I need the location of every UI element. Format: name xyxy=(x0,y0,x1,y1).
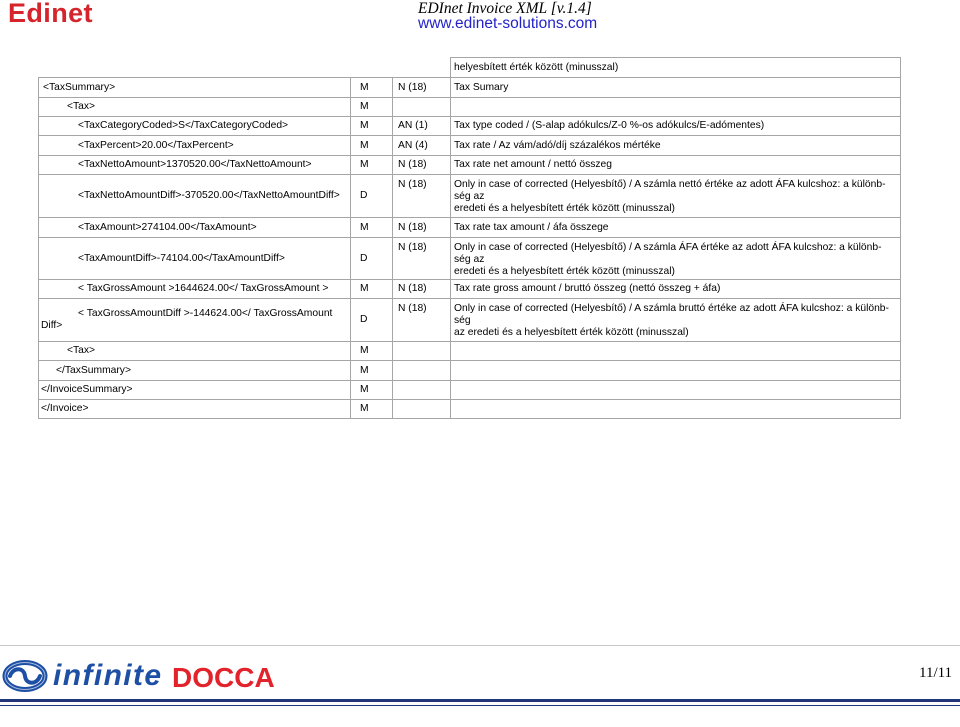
element-cell: < TaxGrossAmount >1644624.00</ TaxGrossAmount > xyxy=(39,280,351,299)
description-cell: helyesbített érték között (minusszal) xyxy=(451,58,901,78)
element-cell: </InvoiceSummary> xyxy=(39,381,351,400)
requirement-cell: M xyxy=(351,361,393,381)
requirement-cell: M xyxy=(351,78,393,98)
footer-divider xyxy=(0,645,960,646)
type-cell: N (18) xyxy=(393,78,451,98)
description-line: ség az xyxy=(454,191,485,202)
requirement-cell: M xyxy=(351,342,393,361)
type-cell: N (18) xyxy=(393,299,451,342)
element-cell: </TaxSummary> xyxy=(39,361,351,381)
description-cell xyxy=(451,175,901,218)
footer-logo-docca: DOCCA xyxy=(172,662,275,693)
infinite-swirl-icon xyxy=(1,659,49,693)
element-cell: <TaxCategoryCoded>S</TaxCategoryCoded> xyxy=(39,117,351,136)
empty-cell xyxy=(393,58,451,78)
type-cell xyxy=(393,400,451,419)
requirement-cell: M xyxy=(351,280,393,299)
type-cell xyxy=(393,361,451,381)
type-cell xyxy=(393,98,451,117)
type-cell xyxy=(393,381,451,400)
page-number: 11/11 xyxy=(919,665,953,681)
description-cell xyxy=(451,361,901,381)
type-cell: N (18) xyxy=(393,280,451,299)
element-cell: <Tax> xyxy=(39,98,351,117)
table-row xyxy=(39,381,901,400)
type-cell: N (18) xyxy=(393,218,451,238)
website-link[interactable]: www.edinet-solutions.com xyxy=(418,15,598,32)
description-line: ség xyxy=(454,315,471,326)
table-row xyxy=(39,342,901,361)
description-cell: Tax rate gross amount / bruttó összeg (nettó összeg + áfa) xyxy=(451,280,901,299)
description-line: Only in case of corrected (Helyesbítő) / A számla nettó értéke az adott ÁFA kulcshoz: a különb- xyxy=(454,179,886,190)
table-row xyxy=(39,299,901,342)
type-cell: N (18) xyxy=(393,156,451,175)
edinet-logo: Edinet xyxy=(8,0,93,28)
type-cell xyxy=(393,342,451,361)
description-cell xyxy=(451,400,901,419)
description-line: Only in case of corrected (Helyesbítő) / A számla ÁFA értéke az adott ÁFA kulcshoz: a különb- xyxy=(454,242,882,253)
description-cell: Tax Sumary xyxy=(451,78,901,98)
requirement-cell: M xyxy=(351,156,393,175)
requirement-cell: M xyxy=(351,400,393,419)
description-cell xyxy=(451,381,901,400)
description-cell xyxy=(451,238,901,280)
table-row xyxy=(39,117,901,136)
description-cell: Tax type coded / (S-alap adókulcs/Z-0 %-os adókulcs/E-adómentes) xyxy=(451,117,901,136)
element-cell xyxy=(39,299,351,342)
requirement-cell: M xyxy=(351,381,393,400)
table-row xyxy=(39,238,901,280)
document-title: EDInet Invoice XML [v.1.4] xyxy=(418,0,592,17)
requirement-cell: D xyxy=(351,175,393,218)
type-cell: N (18) xyxy=(393,238,451,280)
table-row xyxy=(39,98,901,117)
element-cell: <TaxPercent>20.00</TaxPercent> xyxy=(39,136,351,156)
description-cell xyxy=(451,299,901,342)
description-line: ség az xyxy=(454,254,485,265)
element-cell: </Invoice> xyxy=(39,400,351,419)
type-cell: AN (1) xyxy=(393,117,451,136)
requirement-cell: D xyxy=(351,238,393,280)
table-row xyxy=(39,175,901,218)
empty-cell xyxy=(39,58,351,78)
requirement-cell: M xyxy=(351,117,393,136)
description-cell xyxy=(451,342,901,361)
element-cell: <Tax> xyxy=(39,342,351,361)
element-cell: <TaxAmount>274104.00</TaxAmount> xyxy=(39,218,351,238)
type-cell: AN (4) xyxy=(393,136,451,156)
table-row xyxy=(39,400,901,419)
description-cell: Tax rate net amount / nettó összeg xyxy=(451,156,901,175)
element-cell: <TaxNettoAmountDiff>-370520.00</TaxNettoAmountDiff> xyxy=(39,175,351,218)
table-row xyxy=(39,280,901,299)
table-row xyxy=(39,156,901,175)
description-cell xyxy=(451,98,901,117)
requirement-cell: D xyxy=(351,299,393,342)
requirement-cell: M xyxy=(351,98,393,117)
description-line: eredeti és a helyesbített érték között (minusszal) xyxy=(454,266,675,277)
footer-rule xyxy=(0,699,960,702)
footer-rule xyxy=(0,705,960,706)
requirement-cell: M xyxy=(351,136,393,156)
element-line: < TaxGrossAmountDiff >-144624.00</ TaxGrossAmount xyxy=(78,308,333,319)
description-cell: Tax rate / Az vám/adó/díj százalékos mértéke xyxy=(451,136,901,156)
table-row xyxy=(39,361,901,381)
description-cell: Tax rate tax amount / áfa összege xyxy=(451,218,901,238)
type-cell: N (18) xyxy=(393,175,451,218)
element-cell: <TaxAmountDiff>-74104.00</TaxAmountDiff> xyxy=(39,238,351,280)
table-row xyxy=(39,218,901,238)
element-line: Diff> xyxy=(41,320,63,331)
description-line: Only in case of corrected (Helyesbítő) / A számla bruttó értéke az adott ÁFA kulcshoz: a különb- xyxy=(454,303,889,314)
description-line: az eredeti és a helyesbített érték között (minusszal) xyxy=(454,327,689,338)
table-row xyxy=(39,78,901,98)
description-line: eredeti és a helyesbített érték között (minusszal) xyxy=(454,203,675,214)
requirement-cell: M xyxy=(351,218,393,238)
element-cell: <TaxSummary> xyxy=(39,78,351,98)
xml-structure-table xyxy=(38,57,901,419)
element-cell: <TaxNettoAmount>1370520.00</TaxNettoAmount> xyxy=(39,156,351,175)
table-row-continuation xyxy=(39,58,901,78)
empty-cell xyxy=(351,58,393,78)
footer-logo-infinite: infinite xyxy=(53,659,163,692)
table-row xyxy=(39,136,901,156)
